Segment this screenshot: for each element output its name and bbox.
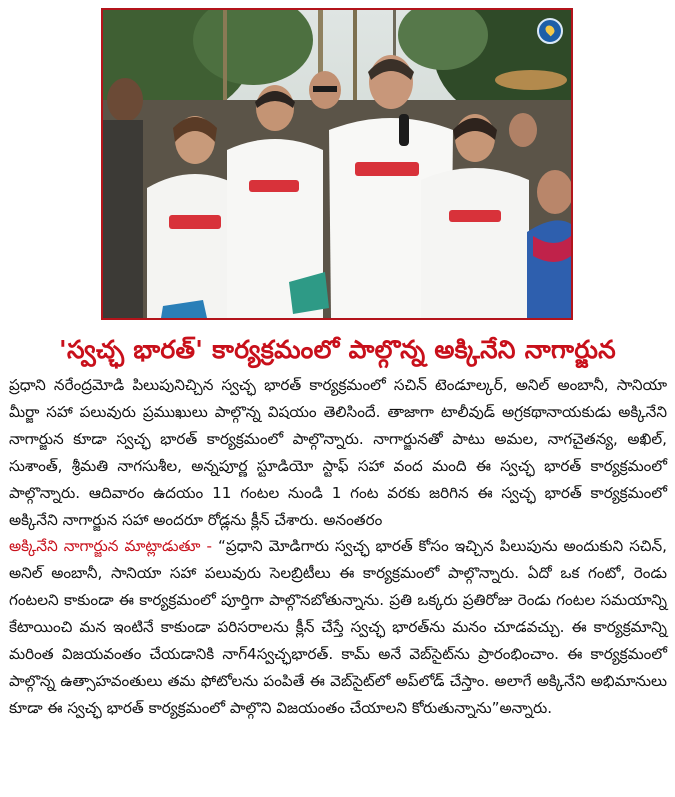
- site-logo-icon: [537, 18, 563, 44]
- article-intro-text: ప్రధాని నరేంద్రమోడి పిలుపునిచ్చిన స్వచ్ఛ భారత్ కార్యక్రమంలో సచిన్ టెండూల్కర్, అనిల్ అంబానీ, సానియా మీర్జా సహా పలువురు ప్రముఖులు పాల్గొన్న విషయం తెలిసిందే. తాజాగా టాలీవుడ్ అగ్రకథానాయకుడు అక్కినేని నాగార్జున కూడా స్వచ్ఛ భారత్ కార్యక్రమంలో పాల్గొన్నారు. నాగార్జునతో పాటు అమల, నాగచైతన్య, అఖిల్, సుశాంత్, శ్రీమతి నాగసుశీల, అన్నపూర్ణ స్టూడియో స్టాఫ్ సహా వంద మంది ఈ స్వచ్ఛ భారత్ కార్యక్రమంలో పాల్గొన్నారు. ఆదివారం ఉదయం 11 గంటల నుండి 1 గంట వరకు జరిగిన ఈ స్వచ్ఛ భారత్ కార్యక్రమంలో అక్కినేని నాగార్జున సహా అందరూ రోడ్లను క్లీన్ చేశారు. అనంతరం: [9, 376, 667, 529]
- article-paragraph: [9, 372, 667, 722]
- event-photo-illustration: [103, 10, 571, 318]
- quote-text: “ప్రధాని మోడిగారు స్వచ్ఛ భారత్ కోసం ఇచ్చిన పిలుపును అందుకుని సచిన్, అనిల్ అంబానీ, సానియా సహా పలువురు సెలబ్రిటీలు ఈ కార్యక్రమంలో పాల్గొన్నారు. ఏదో ఒక గంటో, రెండు గంటలని కాకుండా ఈ కార్యక్రమంలో పూర్తిగా పాల్గొనబోతున్నాను. ప్రతి ఒక్కరు ప్రతిరోజు రెండు గంటల సమయాన్ని కేటాయించి మన ఇంటినే కాకుండా పరిసరాలను క్లీన్ చేస్తే స్వచ్ఛ భారత్‌ను మనం చూడవచ్చు. ఈ కార్యక్రమాన్ని మరింత విజయవంతం చేయడానికి నాగ్4స్వచ్ఛభారత్. కామ్ అనే వెబ్‌సైట్‌ను ప్రారంభించాం. ఈ కార్యక్రమంలో పాల్గొన్న ఉత్సాహవంతులు తమ ఫోటోలను పంపితే ఈ వెబ్‌సైట్‌లో అప్‌లోడ్ చేస్తాం. అలాగే అక్కినేని అభిమానులు కూడా ఈ స్వచ్ఛ భారత్ కార్యక్రమంలో పాల్గొని విజయంతం చేయాలని కోరుతున్నాను”అన్నారు.: [9, 537, 667, 717]
- article-body: [9, 372, 667, 722]
- news-photo: [101, 8, 573, 320]
- news-headline: 'స్వచ్ఛ భారత్' కార్యక్రమంలో పాల్గొన్న అక్కినేని నాగార్జున: [58, 335, 617, 364]
- speaker-label: అక్కినేని నాగార్జున మాట్లాడుతూ -: [9, 537, 212, 556]
